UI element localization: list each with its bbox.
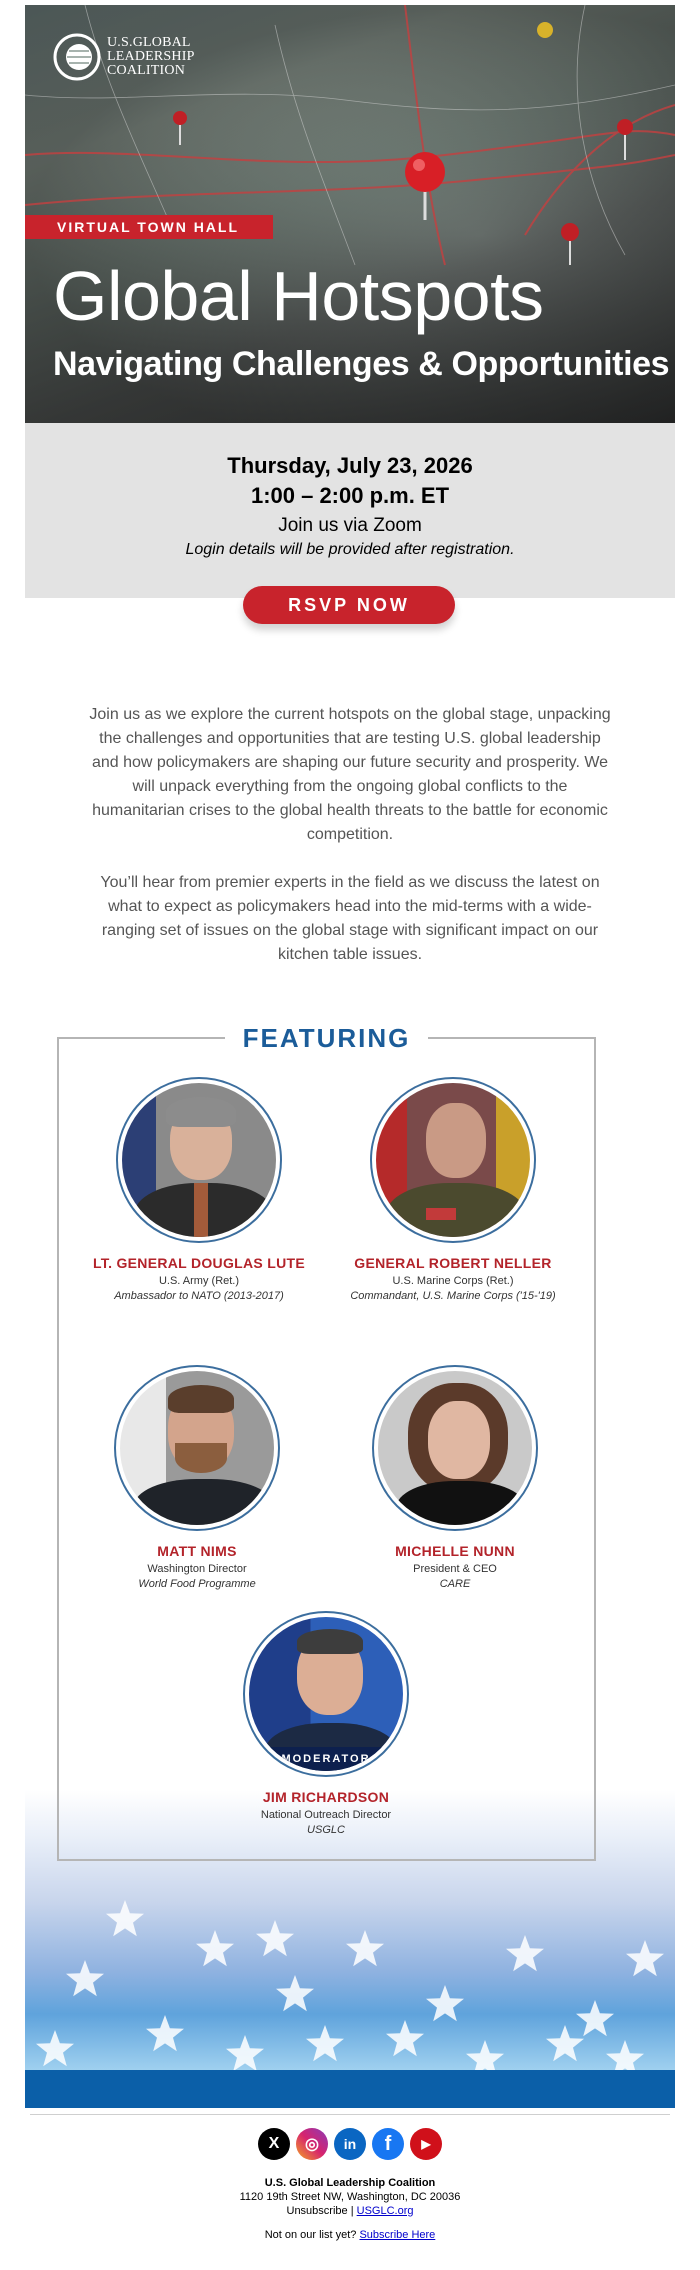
linkedin-icon[interactable]: in (334, 2128, 366, 2160)
logo-wordmark: U.S.GLOBAL LEADERSHIP COALITION (107, 35, 195, 78)
website-link[interactable]: USGLC.org (356, 2205, 414, 2217)
speaker-role: National Outreach Director (260, 1809, 392, 1821)
speaker-card (333, 1077, 573, 1302)
not-on-list-text: Not on our list yet? (264, 2229, 357, 2241)
decorative-star (256, 1920, 294, 1956)
usglc-logo[interactable] (53, 33, 195, 81)
description-paragraph-2: You’ll hear from premier experts in the field as we discuss the latest on what to expect as policymakers head into the mid-terms with a wide-ranging set of issues on the global stage with significant impact on our kitchen table issues. (100, 874, 600, 963)
speaker-org: USGLC (307, 1824, 345, 1836)
decorative-star (386, 2020, 424, 2056)
join-method: Join us via Zoom (278, 515, 422, 536)
decorative-star (576, 2000, 614, 2036)
speaker-name: LT. GENERAL DOUGLAS LUTE (92, 1255, 306, 1271)
speaker-card-moderator (206, 1611, 446, 1836)
speaker-photo (370, 1077, 536, 1243)
event-description (25, 658, 675, 967)
speaker-photo (243, 1611, 409, 1777)
speaker-name: GENERAL ROBERT NELLER (354, 1255, 552, 1271)
decorative-star (196, 1930, 234, 1966)
decorative-star (276, 1975, 314, 2011)
hero-subtitle: Navigating Challenges & Opportunities (53, 345, 670, 383)
speaker-card (77, 1365, 317, 1590)
decorative-star (106, 1900, 144, 1936)
speaker-card (79, 1077, 319, 1302)
subscribe-link[interactable]: Subscribe Here (359, 2229, 436, 2241)
unsubscribe-link[interactable]: Unsubscribe (286, 2205, 348, 2217)
decorative-star (146, 2015, 184, 2051)
speaker-org: Ambassador to NATO (2013-2017) (114, 1290, 284, 1302)
footer-blue-bar (25, 2070, 675, 2108)
instagram-icon[interactable]: ◎ (296, 2128, 328, 2160)
decorative-star (466, 2040, 504, 2070)
login-note: Login details will be provided after registration. (185, 541, 515, 558)
speaker-card (335, 1365, 575, 1590)
youtube-icon[interactable]: ▶ (410, 2128, 442, 2160)
moderator-badge: MODERATOR (281, 1753, 371, 1765)
speaker-org: CARE (439, 1578, 471, 1590)
speaker-name: JIM RICHARDSON (262, 1789, 390, 1805)
speaker-name: MATT NIMS (157, 1543, 237, 1559)
hero-banner (25, 5, 675, 423)
speaker-org: Commandant, U.S. Marine Corps ('15-'19) (350, 1290, 556, 1302)
x-icon[interactable]: X (258, 2128, 290, 2160)
decorative-star (426, 1985, 464, 2021)
event-type-badge: VIRTUAL TOWN HALL (25, 215, 273, 239)
event-time: 1:00 – 2:00 p.m. ET (250, 483, 450, 508)
decorative-star (506, 1935, 544, 1971)
featuring-title: FEATURING (225, 1023, 429, 1053)
hero-title: Global Hotspots (53, 257, 544, 335)
speaker-role: U.S. Marine Corps (Ret.) (392, 1275, 514, 1287)
globe-logo-icon (53, 33, 101, 81)
speaker-role: U.S. Army (Ret.) (158, 1275, 240, 1287)
event-details (25, 423, 675, 598)
decorative-star (66, 1960, 104, 1996)
footer-address: 1120 19th Street NW, Washington, DC 20036 (239, 2191, 461, 2203)
speaker-org: World Food Programme (138, 1578, 256, 1590)
description-paragraph-1: Join us as we explore the current hotspots on the global stage, unpacking the challenges and opportunities that are testing U.S. global leadership and how policymakers are shaping our future security and prosperity. We will unpack everything from the ongoing global conflicts to the humanitarian crises to the global health threats to the battle for economic competition. (89, 706, 611, 843)
decorative-star (226, 2035, 264, 2070)
social-links (0, 2128, 700, 2160)
decorative-star (36, 2030, 74, 2066)
speaker-photo (114, 1365, 280, 1531)
decorative-star (606, 2040, 644, 2070)
decorative-star (626, 1940, 664, 1976)
decorative-star (546, 2025, 584, 2061)
speaker-role: Washington Director (147, 1563, 247, 1575)
facebook-icon[interactable]: f (372, 2128, 404, 2160)
decorative-star (346, 1930, 384, 1966)
featuring-panel (57, 1023, 596, 1861)
footer-divider (30, 2114, 670, 2115)
speaker-photo (372, 1365, 538, 1531)
speaker-role: President & CEO (413, 1563, 497, 1575)
speaker-name: MICHELLE NUNN (395, 1543, 515, 1559)
event-date: Thursday, July 23, 2026 (227, 453, 473, 478)
footer-org-name: U.S. Global Leadership Coalition (264, 2177, 436, 2189)
footer: U.S. Global Leadership Coalition 1120 19th Street NW, Washington, DC 20036 Unsubscribe | USGLC.org Not on our list yet? Subscribe Here (0, 2176, 700, 2242)
rsvp-button[interactable]: RSVP NOW (243, 586, 455, 624)
decorative-star (306, 2025, 344, 2061)
speaker-photo (116, 1077, 282, 1243)
